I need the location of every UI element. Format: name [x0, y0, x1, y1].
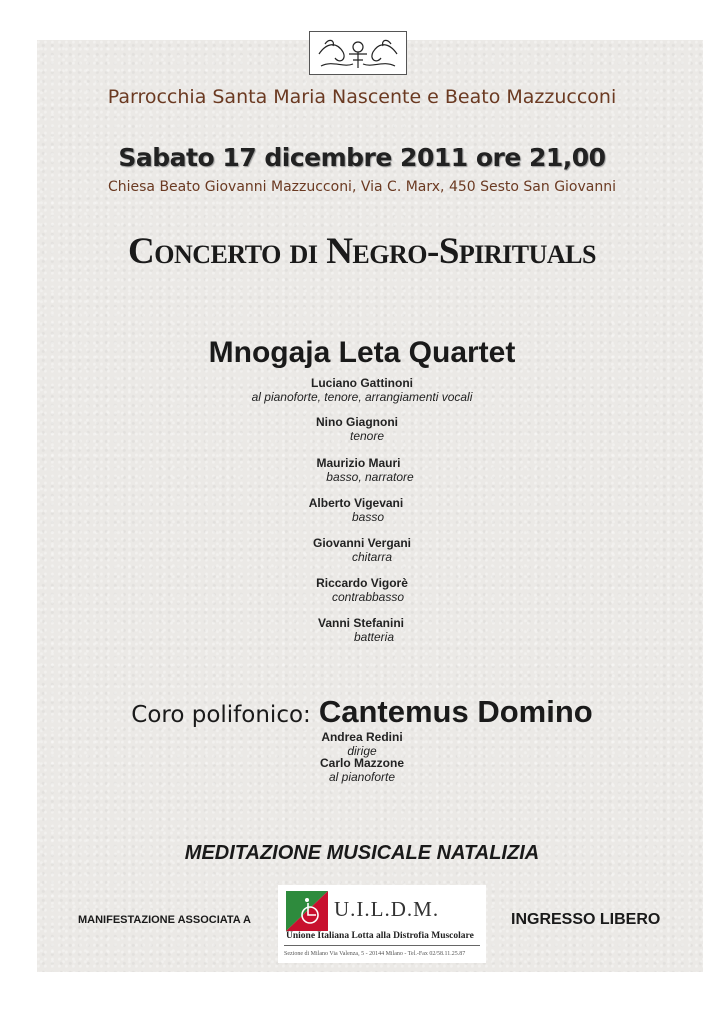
logo-divider	[284, 945, 480, 946]
member-name: Riccardo Vigorè	[316, 576, 408, 590]
uildm-logo	[278, 885, 486, 963]
member-name: Nino Giagnoni	[316, 415, 398, 429]
member-name: Giovanni Vergani	[312, 536, 412, 550]
member-entry	[0, 376, 724, 404]
member-entry	[0, 496, 724, 524]
member-role: chitarra	[351, 550, 392, 564]
member-name: Luciano Gattinoni	[311, 376, 413, 390]
associated-label: MANIFESTAZIONE ASSOCIATA A	[78, 914, 251, 926]
uildm-address: Sezione di Milano Via Valenza, 5 - 20144 Milano - Tel.-Fax 02/58.11.25.87	[284, 951, 466, 957]
member-role: contrabbasso	[331, 590, 405, 604]
uildm-acronym: U.I.L.D.M.	[334, 897, 440, 921]
member-role: dirige	[347, 744, 377, 758]
member-entry	[0, 616, 724, 644]
choir-member-entry	[0, 730, 724, 758]
concert-title: Concerto di Negro-Spirituals	[128, 231, 596, 272]
member-role: tenore	[349, 429, 385, 443]
meditation-heading: MEDITAZIONE MUSICALE NATALIZIA	[184, 842, 540, 864]
choir-heading	[0, 694, 724, 730]
choir-prefix: Coro polifonico:	[131, 702, 311, 728]
choir-member-entry	[0, 756, 724, 784]
member-entry	[0, 576, 724, 604]
uildm-full-name: Unione Italiana Lotta alla Distrofia Muscolare	[286, 931, 474, 941]
member-role: basso	[351, 510, 385, 524]
member-entry	[0, 536, 724, 564]
member-name: Vanni Stefanini	[317, 616, 404, 630]
member-entry	[0, 415, 724, 443]
event-date: Sabato 17 dicembre 2011 ore 21,00	[118, 143, 606, 172]
event-venue: Chiesa Beato Giovanni Mazzucconi, Via C. Marx, 450 Sesto San Giovanni	[107, 179, 617, 195]
member-entry	[0, 456, 724, 484]
ornament-emblem-icon	[309, 31, 407, 75]
parish-name: Parrocchia Santa Maria Nascente e Beato Mazzucconi	[107, 86, 617, 108]
member-name: Andrea Redini	[321, 730, 403, 744]
member-role: batteria	[353, 630, 395, 644]
member-role: al pianoforte	[328, 770, 396, 784]
member-name: Alberto Vigevani	[308, 496, 404, 510]
member-name: Carlo Mazzone	[319, 756, 404, 770]
member-role: al pianoforte, tenore, arrangiamenti vocali	[251, 390, 473, 404]
quartet-name: Mnogaja Leta Quartet	[208, 336, 516, 369]
member-role: basso, narratore	[326, 470, 414, 484]
free-entry-label: INGRESSO LIBERO	[511, 911, 661, 928]
member-name: Maurizio Mauri	[316, 456, 401, 470]
choir-name: Cantemus Domino	[318, 694, 593, 729]
